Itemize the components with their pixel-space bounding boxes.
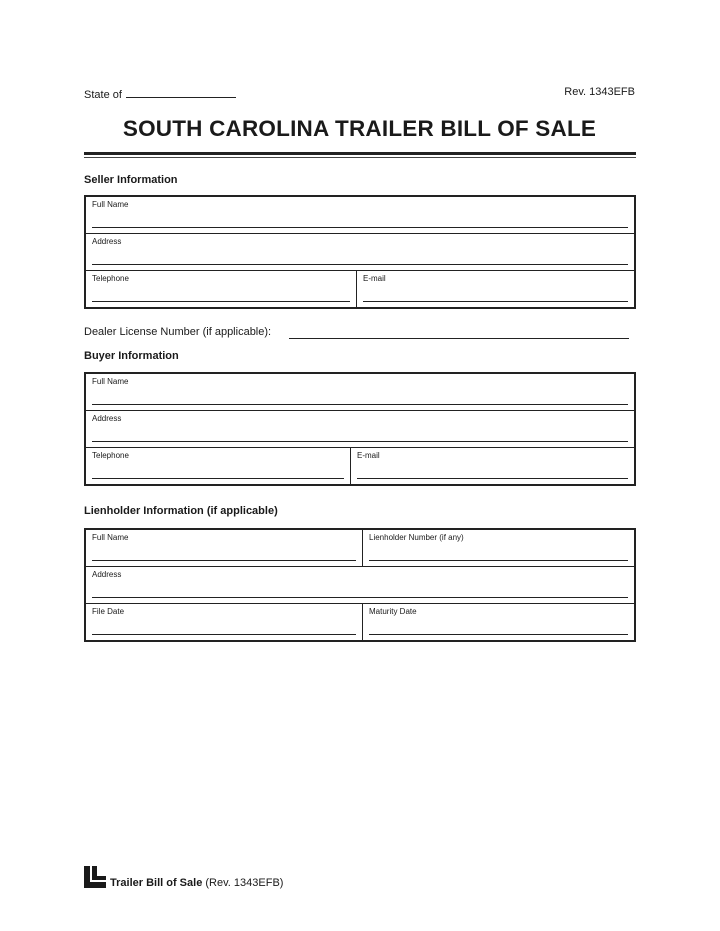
footer-doc-name: Trailer Bill of Sale <box>110 877 203 889</box>
lienholder-maturity-date-line[interactable] <box>369 634 628 635</box>
seller-address-row <box>86 233 634 270</box>
seller-address-cell[interactable] <box>86 234 634 270</box>
lienholder-address-row <box>86 566 634 603</box>
lienholder-file-date-line[interactable] <box>92 634 356 635</box>
lienholder-number-line[interactable] <box>369 560 628 561</box>
buyer-telephone-label: Telephone <box>92 451 129 460</box>
buyer-full-name-cell[interactable] <box>86 374 634 410</box>
lienholder-number-cell[interactable] <box>362 530 634 566</box>
buyer-address-cell[interactable] <box>86 411 634 447</box>
state-field <box>84 86 236 101</box>
lienholder-full-name-label: Full Name <box>92 533 129 542</box>
lienholder-maturity-date-label: Maturity Date <box>369 607 417 616</box>
title-rule-thin <box>84 157 636 158</box>
footer-rev: (Rev. 1343EFB) <box>205 877 284 889</box>
seller-address-label: Address <box>92 237 122 246</box>
buyer-email-line[interactable] <box>357 478 628 479</box>
buyer-email-label: E-mail <box>357 451 380 460</box>
seller-full-name-line[interactable] <box>92 227 628 228</box>
footer-text <box>110 877 283 889</box>
lienholder-info-box <box>84 528 636 642</box>
seller-full-name-row <box>86 197 634 233</box>
seller-telephone-cell[interactable] <box>86 271 356 307</box>
lienholder-full-name-line[interactable] <box>92 560 356 561</box>
document-title: SOUTH CAROLINA TRAILER BILL OF SALE <box>122 116 597 141</box>
lienholder-name-row <box>86 530 634 566</box>
dealer-license-field <box>84 326 635 338</box>
seller-full-name-label: Full Name <box>92 200 129 209</box>
lienholder-maturity-date-cell[interactable] <box>362 604 634 640</box>
seller-section-heading: Seller Information <box>84 174 178 186</box>
header-row <box>84 86 635 102</box>
seller-email-line[interactable] <box>363 301 628 302</box>
lienholder-dates-row <box>86 603 634 640</box>
revision-number: Rev. 1343EFB <box>564 86 635 98</box>
lienholder-full-name-cell[interactable] <box>86 530 362 566</box>
buyer-full-name-row <box>86 374 634 410</box>
state-label: State of <box>84 89 122 101</box>
lienholder-file-date-cell[interactable] <box>86 604 362 640</box>
seller-email-cell[interactable] <box>356 271 634 307</box>
seller-telephone-line[interactable] <box>92 301 350 302</box>
dealer-license-line[interactable] <box>289 338 629 339</box>
seller-telephone-label: Telephone <box>92 274 129 283</box>
dealer-license-label: Dealer License Number (if applicable): <box>84 326 272 338</box>
buyer-email-cell[interactable] <box>350 448 634 484</box>
buyer-address-line[interactable] <box>92 441 628 442</box>
seller-info-box <box>84 195 636 309</box>
state-blank[interactable] <box>126 86 236 98</box>
lienholder-file-date-label: File Date <box>92 607 125 616</box>
brand-logo-icon <box>84 866 106 888</box>
buyer-telephone-line[interactable] <box>92 478 344 479</box>
seller-full-name-cell[interactable] <box>86 197 634 233</box>
buyer-contact-row <box>86 447 634 484</box>
buyer-info-box <box>84 372 636 486</box>
buyer-section-heading: Buyer Information <box>84 350 179 362</box>
seller-email-label: E-mail <box>363 274 386 283</box>
lienholder-section-heading: Lienholder Information (if applicable) <box>84 505 278 517</box>
lienholder-address-line[interactable] <box>92 597 628 598</box>
lienholder-number-label: Lienholder Number (if any) <box>369 533 464 542</box>
lienholder-address-label: Address <box>92 570 122 579</box>
lienholder-address-cell[interactable] <box>86 567 634 603</box>
seller-contact-row <box>86 270 634 307</box>
buyer-telephone-cell[interactable] <box>86 448 350 484</box>
buyer-full-name-label: Full Name <box>92 377 129 386</box>
buyer-address-label: Address <box>92 414 122 423</box>
title-rule-thick <box>84 152 636 155</box>
buyer-full-name-line[interactable] <box>92 404 628 405</box>
seller-address-line[interactable] <box>92 264 628 265</box>
buyer-address-row <box>86 410 634 447</box>
